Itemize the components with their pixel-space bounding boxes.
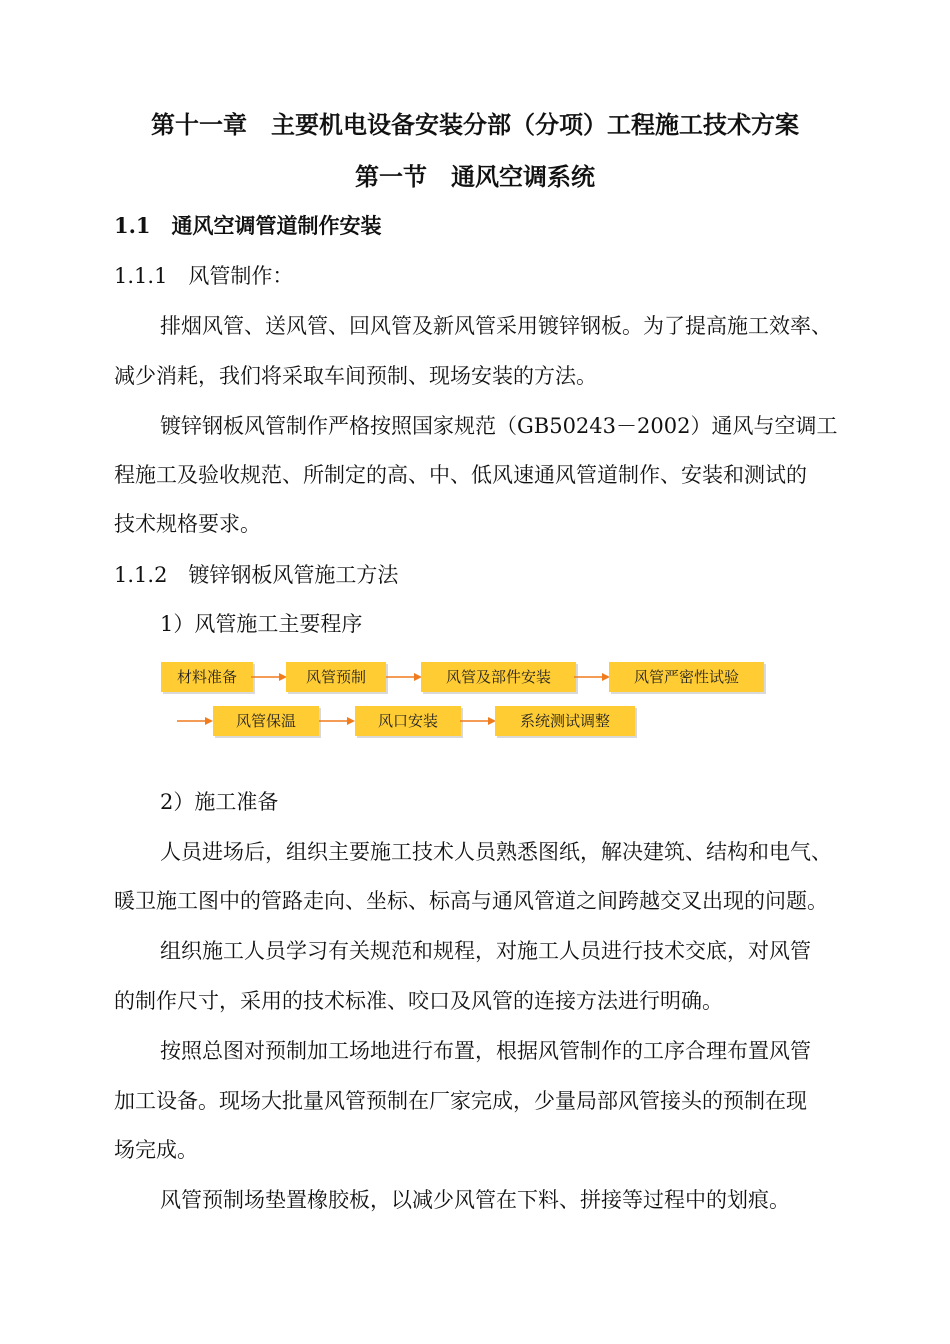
paragraph-line: 镀锌钢板风管制作严格按照国家规范（GB50243－2002）通风与空调工 <box>160 414 838 438</box>
paragraph-line: 风管预制场垫置橡胶板，以减少风管在下料、拼接等过程中的划痕。 <box>160 1188 790 1212</box>
flow-arrow-icon <box>460 716 496 726</box>
flow-step-outlet-install: 风口安装 <box>355 706 461 736</box>
flow-arrow-icon <box>177 716 213 726</box>
subheading: 2）施工准备 <box>160 790 279 814</box>
flow-step-material-prep: 材料准备 <box>161 662 253 692</box>
paragraph-line: 技术规格要求。 <box>114 512 261 536</box>
paragraph-line: 组织施工人员学习有关规范和规程，对施工人员进行技术交底，对风管 <box>160 939 811 963</box>
flow-step-duct-prefab: 风管预制 <box>286 662 386 692</box>
flow-step-system-test: 系统测试调整 <box>495 706 635 736</box>
flow-step-insulation: 风管保温 <box>213 706 319 736</box>
flow-arrow-icon <box>319 716 355 726</box>
paragraph-line: 加工设备。现场大批量风管预制在厂家完成，少量局部风管接头的预制在现 <box>114 1089 807 1113</box>
flow-step-duct-install: 风管及部件安装 <box>421 662 576 692</box>
paragraph-line: 按照总图对预制加工场地进行布置，根据风管制作的工序合理布置风管 <box>160 1039 811 1063</box>
paragraph-line: 减少消耗，我们将采取车间预制、现场安装的方法。 <box>114 364 597 388</box>
flow-arrow-icon <box>574 672 610 682</box>
chapter-title: 第十一章 主要机电设备安装分部（分项）工程施工技术方案 <box>151 110 799 139</box>
paragraph-line: 暖卫施工图中的管路走向、坐标、标高与通风管道之间跨越交叉出现的问题。 <box>114 889 828 913</box>
heading-1-1-1: 1.1.1 风管制作： <box>114 264 294 288</box>
section-title: 第一节 通风空调系统 <box>355 162 595 191</box>
paragraph-line: 场完成。 <box>114 1138 198 1162</box>
heading-1-1-2: 1.1.2 镀锌钢板风管施工方法 <box>114 563 399 587</box>
flow-step-tightness-test: 风管严密性试验 <box>609 662 764 692</box>
paragraph-line: 人员进场后，组织主要施工技术人员熟悉图纸，解决建筑、结构和电气、 <box>160 840 832 864</box>
heading-1-1: 1.1 通风空调管道制作安装 <box>114 213 382 238</box>
paragraph-line: 排烟风管、送风管、回风管及新风管采用镀锌钢板。为了提高施工效率、 <box>160 314 832 338</box>
flow-arrow-icon <box>251 672 287 682</box>
subheading: 1）风管施工主要程序 <box>160 612 363 636</box>
flow-arrow-icon <box>386 672 422 682</box>
paragraph-line: 的制作尺寸，采用的技术标准、咬口及风管的连接方法进行明确。 <box>114 989 723 1013</box>
paragraph-line: 程施工及验收规范、所制定的高、中、低风速通风管道制作、安装和测试的 <box>114 463 807 487</box>
